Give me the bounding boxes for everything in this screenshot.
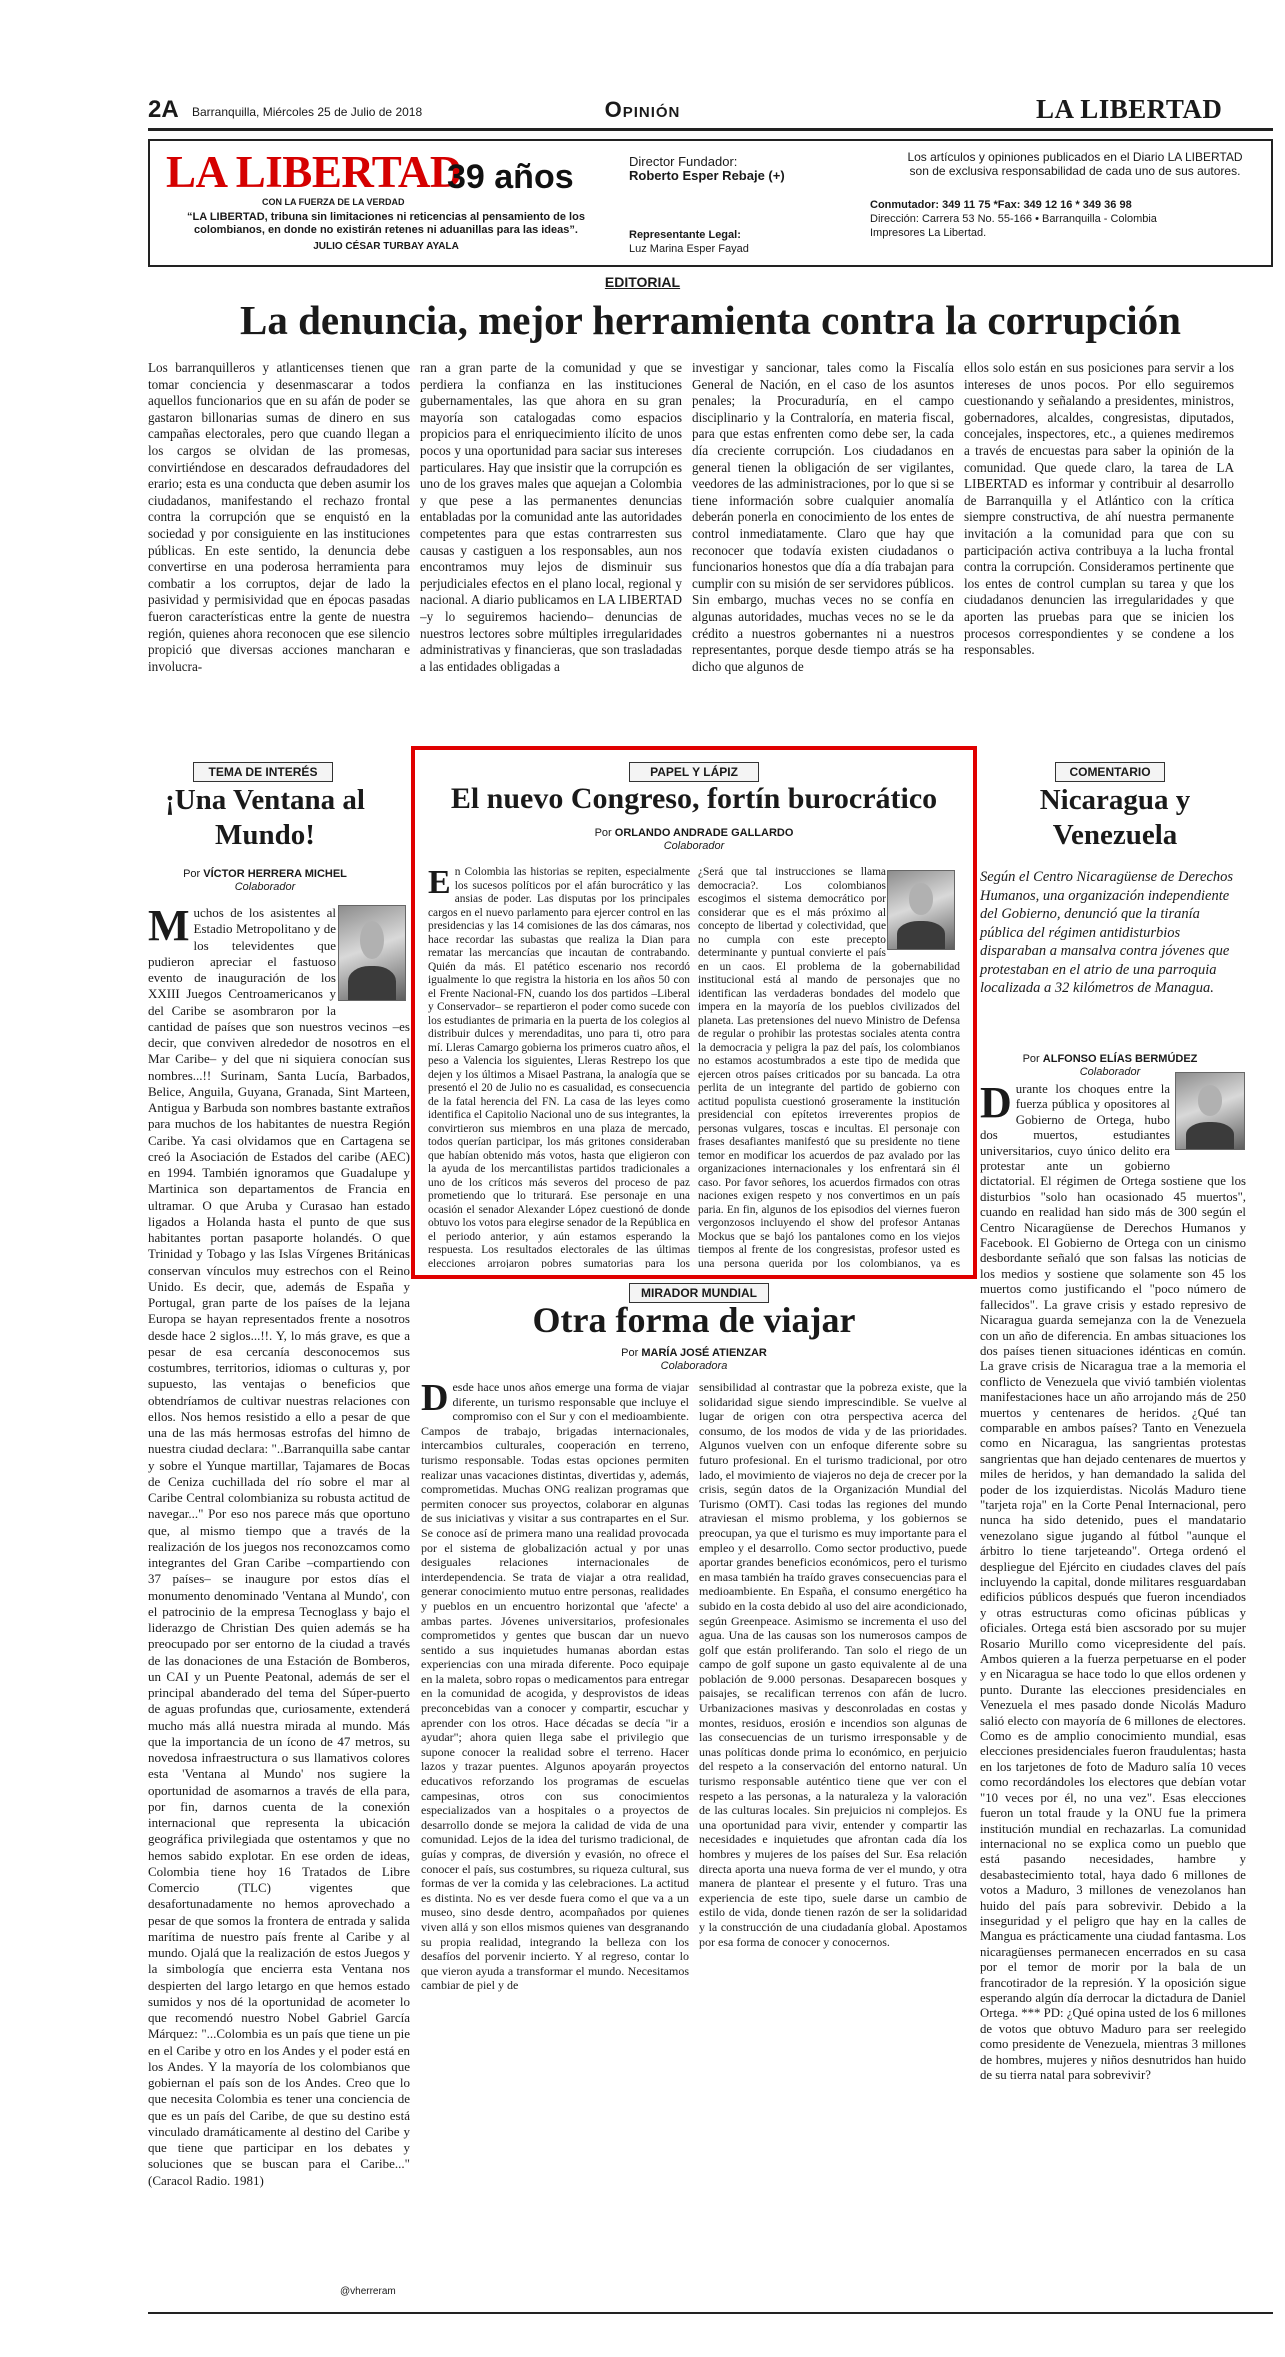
section-name: Opinión <box>604 97 681 122</box>
left-role: Colaborador <box>234 881 296 893</box>
editorial-paragraph: investigar y sancionar, tales como la Fiscalía General de Nación, en el caso de los asuntos penales; la Procuraduría, en el campo disciplinario y la Contraloría, en materia fiscal, para que estas enfrenten como debe ser, la cada día creciente corrupción. Los ciudadanos en general tienen la obligación de ser vigilantes, veedores de las administraciones, por lo que si se tiene información sobre cualquier anomalía deberán ponerla en conocimiento de los entes de control inmediatamente. Claro que hay que reconocer que todavía existen ciudadanos o funcionarios honestos que día a día trabajan para cumplir con su misión de ser servidores públicos. Sin embargo, muchas veces no se confía en algunas autoridades, muchas veces no se le da crédito a nuestros gobernantes ni a nuestros representantes, porque desde tiempo atrás se ha dicho que algunos de <box>692 360 954 674</box>
editorial-kicker: EDITORIAL <box>604 274 681 290</box>
mid-paragraph: sensibilidad al contrastar que la pobreza existe, que la solidaridad sigue siendo imprescindible. Se vuelve al lugar de origen con otra perspectiva acerca del consumo, de los modos de vida y de las prioridades. Algunos vuelven con un enfoque diferente sobre su futuro profesional. En el turismo tradicional, por otro lado, el movimiento de viajeros no deja de crecer por la crisis, según datos de la Organización Mundial del Turismo (OMT). Casi todas las regiones del mundo atraviesan el mismo problema, y los gobiernos se preocupan, ya que el turismo es muy importante para el empleo y el desarrollo. Como sector productivo, puede aportar grandes beneficios económicos, pero el turismo en masa también ha traído graves consecuencias para el medioambiente. En España, el consumo energético ha subido en la costa debido al uso del aire acondicionado, según Greenpeace. Asimismo se incrementa el uso del agua. Una de las causas son los numerosos campos de golf que están proliferando. Tan solo el riego de un campo de golf supone un gasto equivalente al de una población de 9.000 personas. Desaparecen bosques y paisajes, se recalifican terrenos con afán de lucro. Urbanizaciones masivas y desconroladas en costas y montes, residuos, erosión e incendios son algunas de las consecuencias de un turismo irresponsable y de unas políticas donde prima lo económico, en perjuicio del respeto a la conservación del entorno natural. Un turismo responsable auténtico tiene que ver con el respeto a las personas, a la naturaleza y la valoración de las culturas locales. Sin prejuicios ni complejos. Es una oportunidad para vivir, entender y compartir las necesidades e inquietudes que afrontan cada día los hombres y mujeres de los países del Sur. Esa relación directa aporta una nueva forma de ver el mundo, y otra manera de plantear el presente y el futuro. Tras una experiencia de este tipo, suele darse un cambio de estilo de vida, donde tienen razón de ser la solidaridad y la construcción de una ciudadanía global. Apostamos por esa forma de conocer y conocernos. <box>699 1380 967 1949</box>
editorial-paragraph: Los barranquilleros y atlanticenses tienen que tomar conciencia y desenmascarar a todos aquellos funcionarios que en su afán de poder se gastaron billonarias sumas de dinero en sus campañas electorales, pero que cuando llegan a los cargos se olvidan de las promesas, convirtiéndose en descarados defraudadores del erario; esta es una conducta que deben asumir los ciudadanos, manifestando el rechazo frontal contra la corrupción que se enquistó en la sociedad y por consiguiente en las instituciones públicas. En este sentido, la denuncia debe convertirse en una poderosa herramienta para combatir a los corruptos, dejar de lado la pasividad y permisividad que en épocas pasadas fueron características entre la gente de nuestra región, quienes ahora reconocen que ese silencio propició que diversas acciones mancharan e involucra- <box>148 360 410 674</box>
bottom-rule <box>148 2312 1273 2314</box>
center-paragraph: n Colombia las historias se repiten, especialmente los sucesos políticos por el afán burocrático y las ansias de poder. Las disputas por los principales cargos en el nuevo parlamento para ejercer control en las presidencias y las 14 comisiones de las dos cámaras, nos hace recordar las subastas que realiza la Dian para rematar las mercancías que incautan de contrabando. Quién da más. El patético escenario nos recordó igualmente lo que registra la historia en los años 50 con el Frente Nacional-FN, cuando los dos partidos –Liberal y Conservador– se repartieron el poder como sucede con los estudiantes de primaria en la puerta de los colegios al distribuir dulces y merendaditas, uno para ti, otro para mí. Lleras Camargo gobierna los primeros cuatro años, el peso a Valencia los siguientes, Lleras Restrepo los que dejen y los últimos a Misael Pastrana, la analogía que se presentó el 20 de Julio no es casualidad, es consecuencia de la fatal herencia del FN. La casa de las leyes como identifica el Capitolio Nacional uno de sus integrantes, la convirtieron sus miembros en una plaza de mercado, todos querían participar, los más gritones consideraban que habían obtenido más votos, hasta que eligieron con la ayuda de los mercantilistas partidos tradicionales a uno de los críticos más severos del proceso de paz prometiendo que lo triturará. Ese personaje en una ocasión el senador Alexander López cuestionó de donde obtuvo los votos para elegirse senador de la República en el periodo anterior, y aún estamos esperando la respuesta. Los resultados electorales de las últimas elecciones arrojaron pobres sumatorias para los <box>428 866 690 1268</box>
mid-title: Otra forma de viajar <box>532 1300 856 1340</box>
drop-cap: D <box>980 1082 1012 1127</box>
left-title: ¡Una Ventana al Mundo! <box>165 784 365 851</box>
brand-tagline: CON LA FUERZA DE LA VERDAD <box>262 197 405 207</box>
founder-name: Roberto Esper Rebaje (+) <box>629 168 785 183</box>
contact-address: Dirección: Carrera 53 No. 55-166 • Barranquilla - Colombia <box>870 213 1157 225</box>
byline-prefix: Por <box>594 827 612 839</box>
left-body <box>148 905 410 2275</box>
legal-label: Representante Legal: <box>629 229 741 241</box>
page-number: 2A <box>148 96 179 123</box>
drop-cap: E <box>428 866 451 901</box>
center-kicker: PAPEL Y LÁPIZ <box>629 762 759 782</box>
editorial-paragraph: ran a gran parte de la comunidad y que se perdiera la confianza en las instituciones gubernamentales, las que ahora en su gran mayoría son catalogadas como espacios propicios para el enriquecimiento ilícito de unos pocos y una oportunidad para saciar sus intereses particulares. Hay que insistir que la corrupción es uno de los graves males que aquejan a Colombia y que pese a las permanentes denuncias entabladas por la comunidad ante las autoridades competentes para que estas contrarresten sus causas y castiguen a los responsables, aun nos encontramos muy lejos de disminuir sus perjudiciales efectos en el plano local, regional y nacional. A diario publicamos en LA LIBERTAD –y lo seguiremos haciendo– denuncias de nuestros lectores sobre múltiples irregularidades administrativas y financieras, que son trasladadas a las entidades obligadas a <box>420 360 682 674</box>
editorial-col-4 <box>964 360 1234 752</box>
center-col-1 <box>428 866 690 1268</box>
mid-col-2 <box>699 1380 967 2290</box>
editorial-col-1 <box>148 360 410 752</box>
editorial-paragraph: ellos solo están en sus posiciones para servir a los intereses de unos pocos. Por ello seguiremos cuestionando y señalando a presidentes, ministros, gobernadores, alcaldes, congresistas, diputados, concejales, inspectores, etc., a quienes mediremos a través de encuestas para saber la opinión de la comunidad. Que quede claro, la tarea de LA LIBERTAD es informar y contribuir al desarrollo de Barranquilla y el Atlántico con la crítica siempre constructiva, de ahí nuestra permanente invitación a la comunidad para que con su participación activa contribuya a la lucha frontal contra la corrupción. Consideramos pertinente que los entes de control cumplan su tarea y que los ciudadanos denuncien las irregularidades y que aporten las pruebas para que se inicien los procesos correspondientes y se condene a los responsables. <box>964 360 1234 658</box>
brand-quote: “LA LIBERTAD, tribuna sin limitaciones ni reticencias al pensamiento de los colombianos, en donde no existirán retenes ni aduanillas para las ideas”. <box>187 211 585 236</box>
header-rule <box>148 128 1273 131</box>
byline-prefix: Por <box>1022 1053 1040 1065</box>
drop-cap: M <box>148 905 190 950</box>
brand-quote-author: JULIO CÉSAR TURBAY AYALA <box>313 241 459 252</box>
center-title: El nuevo Congreso, fortín burocrático <box>450 782 938 815</box>
mid-byline <box>420 1347 968 1373</box>
right-body <box>980 1082 1246 2307</box>
center-role: Colaborador <box>663 840 725 852</box>
right-author: ALFONSO ELÍAS BERMÚDEZ <box>1042 1053 1198 1065</box>
byline-prefix: Por <box>183 868 201 880</box>
mid-role: Colaboradora <box>660 1360 728 1372</box>
byline-prefix: Por <box>621 1347 639 1359</box>
brand-years: 39 años <box>447 158 574 196</box>
disclaimer: Los artículos y opiniones publicados en el Diario LA LIBERTAD son de exclusiva responsabilidad de cada uno de sus autores. <box>907 150 1243 178</box>
editorial-title: La denuncia, mejor herramienta contra la corrupción <box>240 297 1181 343</box>
editorial-col-2 <box>420 360 682 752</box>
header-masthead: LA LIBERTAD <box>1036 94 1223 124</box>
mid-col-1 <box>421 1380 689 2290</box>
mid-paragraph: esde hace unos años emerge una forma de viajar diferente, un turismo responsable que incluye el compromiso con el Sur y con el medioambiente. Campos de trabajo, brigadas internacionales, intercambios culturales, cooperación en terreno, turismo responsable. Todas estas opciones permiten realizar unas vacaciones distintas, divertidas y, además, comprometidas. Muchas ONG realizan programas que permiten conocer sus proyectos, colaborar en algunas de sus iniciativas y visitar a sus contrapartes en el Sur. Se conoce así de primera mano una realidad provocada por el sistema de globalización actual y por unas desiguales relaciones internacionales de interdependencia. Se trata de viajar a otra realidad, generar conocimiento mutuo entre personas, realidades y pueblos en un encuentro horizontal que 'afecte' a ambas partes. Jóvenes universitarios, profesionales comprometidos y gentes que buscan dar un nuevo sentido a sus inquietudes humanas abordan estas experiencias con una mirada diferente. Poco equipaje en la maleta, sobro ropas o medicamentos para entregar en la comunidad de acogida, y desprovistos de ideas preconcebidas van a conocer y compartir, escuchar y aprender con los otros. Hace décadas se decía "ir a ayudar"; ahora quien llega sabe el privilegio que supone conocer la realidad sobre el terreno. Hacer lazos y trazar puentes. Algunos apoyarán proyectos educativos reforzando los programas de escuelas campesinas, otros con sus conocimientos especializados van a hospitales o a proyectos de desarrollo donde se mejora la calidad de vida de una comunidad. Lejos de la idea del turismo tradicional, de guías y compras, de diversión y evasión, no ofrece el conocer el país, sus costumbres, su riqueza cultural, sus formas de ver la comida y las celebraciones. La actitud es distinta. No es ver desde fuera como el que va a un museo, sino desde dentro, acompañados por quienes viven allá y son ellos mismos quienes van desgranando su propia realidad, integrando la belleza con los desafíos del porvenir incierto. Y al regreso, contar lo que vieron ayuda a transformar el mundo. Necesitamos cambiar de piel y de <box>421 1380 689 1993</box>
left-kicker: TEMA DE INTERÉS <box>193 762 333 782</box>
right-paragraph: urante los choques entre la fuerza pública y opositores al Gobierno de Ortega, hubo dos muertos, estudiantes universitarios, cuyo único delito era protestar ante un gobierno dictatorial. El régimen de Ortega sostiene que los disturbios "solo han ocasionado 45 muertos", cuando en realidad han sido más de 300 según el Centro Nicaragüense de Derechos Humanos y Facebook. El Gobierno de Ortega con un cinismo desbordante señaló que son falsas las noticias de los medios y sostiene que solamente son 45 los muertos como justificando el "poco número de fallecidos". La grave crisis y estado represivo de Nicaragua guarda semejanza con la de Venezuela con un año de diferencia. En ambas situaciones los dos países tienen situaciones idénticas en común. La grave crisis de Nicaragua trae a la memoria el conflicto de Venezuela que vivió también violentas manifestaciones hace un año arrojando más de 250 muertos y centenares de heridos. ¿Qué tan comparable en ambos países? Tanto en Venezuela como en Nicaragua, las sangrientas protestas sangrientas que han dejado centenares de muertos y miles de heridos, y han demandado la salida del poder de los izquierdistas. Nicolás Maduro tiene "tarjeta roja" en la Corte Penal Internacional, pero nunca ha sido detenido, pues el mandatario venezolano sigue jugando al fútbol "aunque el árbitro lo tiene tarjeteando". Ortega ordenó el despliegue del Ejército en ciudades claves del país incluyendo la capital, donde militares resguardaban edificios públicos después que fueron incendiados y otras estructuras como oficinas públicas y oficiales. Ortega está bien ascsorado por su mujer Rosario Murillo como vicepresidente del país. Ambos quieren a la fuerza perpetuarse en el poder y en Nicaragua se hace todo lo que ellos ordenen y punto. Durante las elecciones presidenciales en Venezuela el mes pasado donde Nicolás Maduro salió electo con mayoría de 6 millones de electores. Como es de amplio conocimiento mundial, esas elecciones presidenciales fueron fraudulentas; hasta en los tarjetones de foto de Maduro salía 10 veces como recordándoles los electores que debían votar "10 veces por él, no una vez". Esas elecciones fueron un total fraude y la ONU fue la primera institución mundial en rechazarlas. La comunidad internacional no se explica como un pueblo que está pasando necesidades, hambre y desabastecimiento total, haya dado 6 millones de votos a Maduro, 3 millones de venezolanos han huido del país para sobrevivir. Debido a la inseguridad y el peligro que hay en la calles de Mangua es prácticamente una ciudad fantasma. Los nicaragüenses permanecen encerrados en su casa por el temor de morir por la bala de un francotirador de la represión. Y la oposición sigue esperando algún día derrocar la dictadura de Daniel Ortega. *** PD: ¿Qué opina usted de los 6 millones de votos que obtuvo Maduro para ser reelegido como presidente de Venezuela, mientras 3 millones de hombres, mujeres y niños desnutridos han huido de su tierra natal para sobrevivir? <box>980 1082 1246 2082</box>
left-handle: @vherreram <box>340 2286 396 2297</box>
dateline: Barranquilla, Miércoles 25 de Julio de 2018 <box>192 105 423 119</box>
right-kicker: COMENTARIO <box>1055 762 1165 782</box>
right-role: Colaborador <box>1079 1066 1141 1078</box>
center-paragraph: ¿Será que tal instrucciones se llama democracia?. Los colombianos escogimos el sistema democrático por considerar que es el más próximo al concepto de libertad y colectividad, que no cumpla con este precepto determinante y puntual convierte el país en un caos. El problema de la gobernabilidad institucional está al mando de personajes que no identifican las verdaderas bondades del modelo que impera en la mayoría de los pueblos civilizados del planeta. Las pretensiones del nuevo Ministro de Defensa de regular o prohibir las protestas sociales atenta contra la democracia y peligra la paz del país, los colombianos no estamos acostumbrados a este tipo de medida que ejercen otros países criticados por su bancada. La otra perlita de un integrante del partido de gobierno con actitud populista cuestionó groseramente la institución presidencial con epítetos irreverentes propios de personas vulgares, toscas e incultas. El personaje con frases desafiantes manifestó que su presidente no tiene temor en modificar los acuerdos de paz avalado por las organizaciones internacionales y los enfrentará sin él caso. Por favor señores, los acuerdos firmados con otras naciones exigen respeto y nos convertimos en un país paria. En fin, algunos de los episodios del viernes fueron vergonzosos incluyendo el show del profesor Antanas Mockus que se bajó los pantalones como en los viejos tiempos al frente de los congresistas, profesor usted es una persona querida por los colombianos, ya es <box>698 866 960 1268</box>
center-byline <box>420 827 968 853</box>
legal-name: Luz Marina Esper Fayad <box>629 243 749 255</box>
left-paragraph: uchos de los asistentes al Estadio Metropolitano y de los televidentes que pudieron apreciar el fastuoso evento de inauguración de los XXIII Juegos Centroamericanos y del Caribe se asombraron por la cantidad de países que son nuestros vecinos –es decir, que conviven alrededor de nosotros en el Mar Caribe– y del que ni siquiera conocían sus nombres...!! Surinam, Santa Lucía, Barbados, Belice, Anguila, Guyana, Granada, Sint Marteen, Antigua y Barbuda son nombres bastante extraños para muchos de los habitantes de nuestra Región Caribe. Ya casi olvidamos que en Cartagena se creó la Asociación de Estados del caribe (AEC) en 1994. También ignoramos que Guadalupe y Martinica son departamentos de Francia en ultramar. O que Aruba y Curasao han estado ligados a Holanda hasta el punto de que sus habitantes portan pasaporte holandés. O que Trinidad y Tobago y las Islas Vírgenes Británicas conservan vínculos muy estrechos con el Reino Unido. Es decir, que, además de España y Portugal, gran parte de los países de la lejana Europa se hayan representados frente a nosotros desde hace 2 siglos...!!. Y, lo más grave, es que a pesar de esa cercanía desconocemos sus costumbres, territorios, idiomas o culturas y, por supuesto, las ventajas o beneficios que obtendríamos de cultivar nuestras relaciones con ellos. Nos hemos resistido a ello a pesar de que una de las más hermosas estrofas del himno de nuestra ciudad declara: "..Barranquilla sabe cantar y sobre el Yunque martillar, Tajamares de Bocas de Ceniza cuchillada del río sobre el mar al Caribe Central colombianiza su robusta actitud de navegar..." Por eso nos parece más que oportuno que, al mismo tiempo que a través de la realización de los juegos nos reconozcamos como integrantes del Gran Caribe –compartiendo con 37 países– se inaugure por estos días el monumento denominado 'Ventana al Mundo', con el patrocinio de la empresa Tecnoglass y bajo el liderazgo de Christian Des quien además se ha preocupado por ser entorno de la ciudad a través de las donaciones de una Estación de Bomberos, un CAI y un Puente Peatonal, además de ser el principal abanderado del tema del Súper-puerto de aguas profundas que, curiosamente, extenderá mucho más allá nuestra mirada al mundo. Más que la importancia de un ícono de 47 metros, su novedosa infraestructura o sus llamativos colores esta 'Ventana al Mundo' nos sugiere la oportunidad de asomarnos a través de ella para, por fin, darnos cuenta de la conexión internacional que representa la ubicación geográfica privilegiada que ostentamos y que no hemos sabido explotar. En ese orden de ideas, Colombia tiene hoy 16 Tratados de Libre Comercio (TLC) vigentes que desafortunadamente no hemos aprovechado a pesar de que somos la frontera de entrada y salida marítima de nuestro país frente al Caribe y al mundo. Ojalá que la realización de estos Juegos y la simbología que encierra esta Ventana nos despierten del largo letargo en que hemos estado sumidos y nos dé la oportunidad de acometer lo que recomendó nuestro Nobel Gabriel García Márquez: "...Colombia es un país que tiene un pie en el Caribe y otro en los Andes y el poder está en los Andes. Y la mayoría de los colombianos que gobiernan el país son de los Andes. Creo que lo que necesita Colombia es tener una conciencia de que es un país del Caribe, de que su destino está vinculado dramáticamente al destino del Caribe y que tiene que participar en los debates y soluciones que se buscan para el Caribe..." (Caracol Radio. 1981) <box>148 905 410 2188</box>
contact-phones: Conmutador: 349 11 75 *Fax: 349 12 16 * 349 36 98 <box>870 199 1132 211</box>
right-lede: Según el Centro Nicaragüense de Derechos Humanos, una organización independiente del Gobierno, denunció que la tiranía pública del régimen antidisturbios disparaban a mansalva contra jóvenes que protestaban en el atrio de una parroquia localizada a 32 kilómetros de Managua. <box>980 869 1234 996</box>
center-author: ORLANDO ANDRADE GALLARDO <box>614 827 794 839</box>
left-byline <box>150 868 380 894</box>
contact-printer: Impresores La Libertad. <box>870 227 987 239</box>
mid-author: MARÍA JOSÉ ATIENZAR <box>641 1347 767 1359</box>
right-title: Nicaragua y Venezuela <box>1039 784 1191 851</box>
mid-kicker: MIRADOR MUNDIAL <box>629 1283 769 1303</box>
founder-label: Director Fundador: <box>629 154 738 169</box>
drop-cap: D <box>421 1380 449 1419</box>
brand-logo: LA LIBERTAD <box>166 147 462 197</box>
center-col-2 <box>698 866 960 1268</box>
left-author: VÍCTOR HERRERA MICHEL <box>203 868 347 880</box>
editorial-col-3 <box>692 360 954 752</box>
